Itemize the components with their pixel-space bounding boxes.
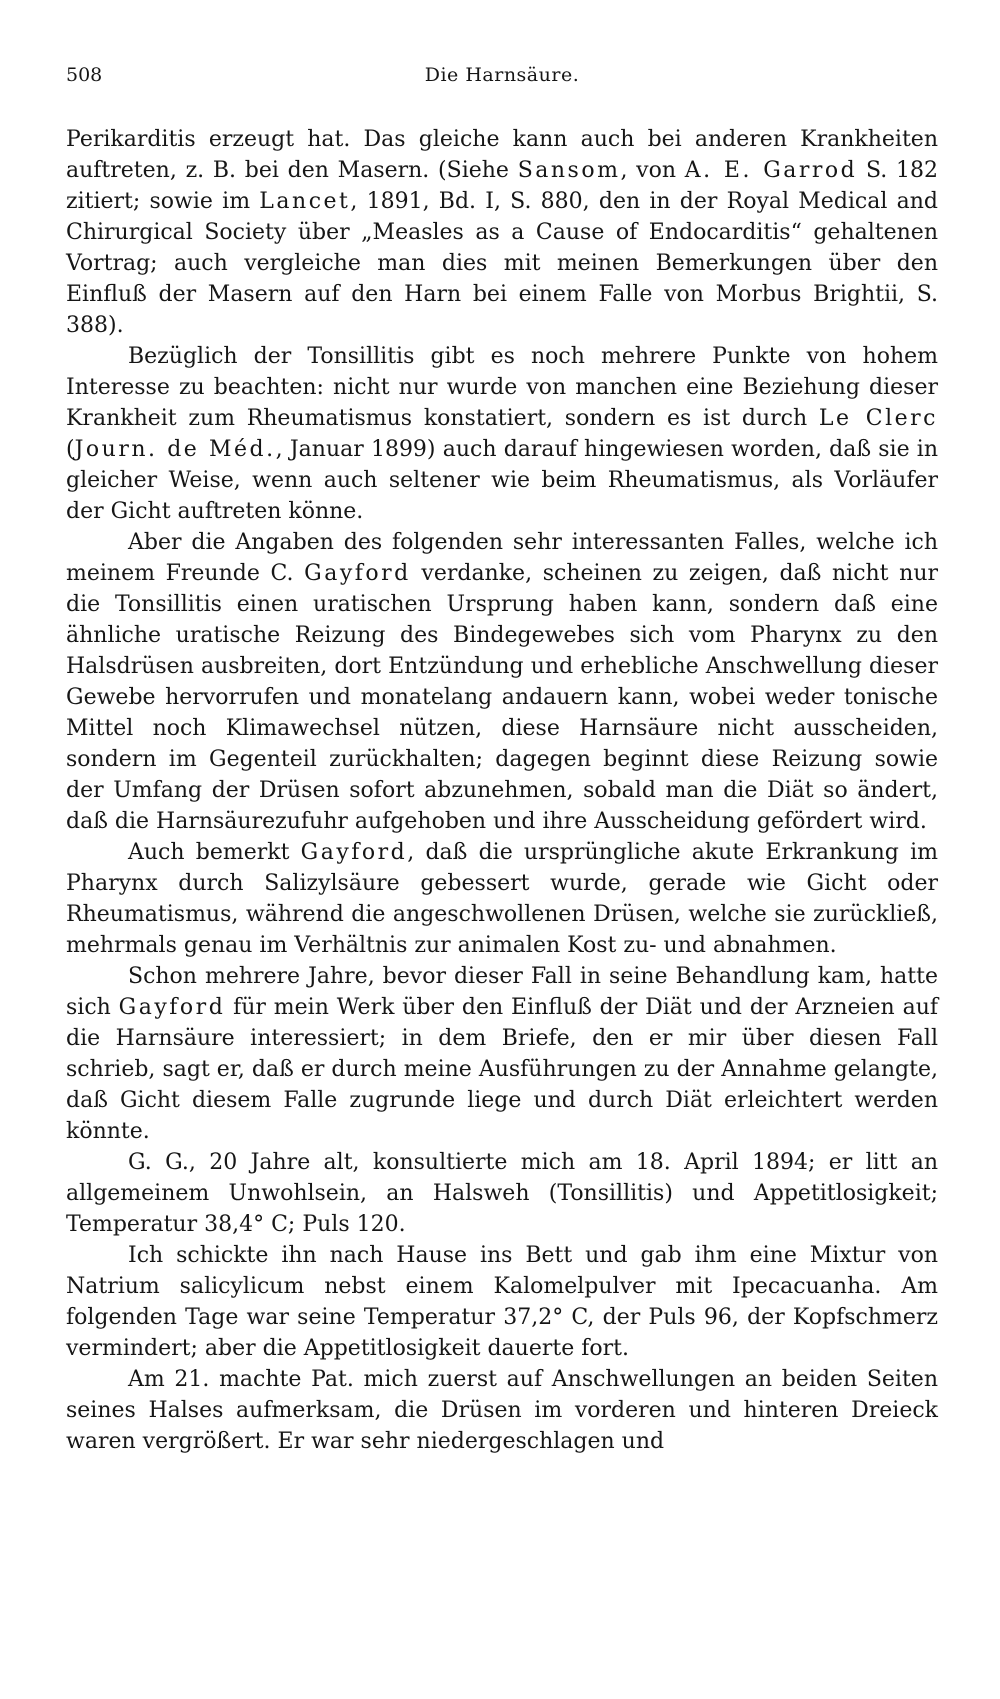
author-name: Le Clerc — [818, 406, 938, 431]
page-header — [66, 64, 938, 94]
paragraph-perikarditis: Perikarditis erzeugt hat. Das gleiche kann auch bei anderen Krankheiten auftreten, z. B. bei den Masern. (Siehe Sansom, von A. E. Garrod S. 182 zitiert; sowie im Lancet, 1891, Bd. I, S. 880, den in der Royal Medical and Chirurgical Society über „Measles as a Cause of Endocarditis“ gehaltenen Vortrag; auch vergleiche man dies mit meinen Bemerkungen über den Einfluß der Masern auf den Harn bei einem Falle von Morbus Brightii, S. 388). — [66, 127, 939, 338]
paragraph-swelling: Am 21. machte Pat. mich zuerst auf Anschwellungen an beiden Seiten seines Halses aufmerksam, die Drüsen im vorderen und hinteren Dreieck waren vergrößert. Er war sehr niedergeschlagen und — [66, 1367, 938, 1454]
paragraph-gayford-case: Aber die Angaben des folgenden sehr interessanten Falles, welche ich meinem Freunde C. Gayford verdanke, scheinen zu zeigen, daß nicht nur die Tonsillitis einen uratischen Ursprung haben kann, sondern daß eine ähnliche uratische Reizung des Bindegewebes sich vom Pharynx zu den Halsdrüsen ausbreiten, dort Entzündung und erhebliche Anschwellung dieser Gewebe hervorrufen und monatelang andauern kann, wobei weder tonische Mittel noch Klimawechsel nützen, diese Harnsäure nicht ausscheiden, sondern im Gegenteil zurückhalten; dagegen beginnt diese Reizung sowie der Umfang der Drüsen sofort abzunehmen, sobald man die Diät so ändert, daß die Harnsäurezufuhr aufgehoben und ihre Ausscheidung gefördert wird. — [66, 530, 939, 834]
author-name: A. E. Garrod — [684, 158, 858, 183]
journal-name: Journ. de Méd. — [74, 437, 276, 462]
paragraph-tonsillitis: Bezüglich der Tonsillitis gibt es noch mehrere Punkte von hohem Interesse zu beachten: nicht nur wurde von manchen eine Beziehung dieser Krankheit zum Rheumatismus konstatiert, sondern es ist durch Le Clerc (Journ. de Méd., Januar 1899) auch darauf hingewiesen worden, daß sie in gleicher Weise, wenn auch seltener wie beim Rheumatismus, als Vorläufer der Gicht auftreten könne. — [66, 344, 938, 524]
paragraph-gayford-remark: Auch bemerkt Gayford, daß die ursprüngliche akute Erkrankung im Pharynx durch Salizylsäure gebessert wurde, gerade wie Gicht oder Rheumatismus, während die angeschwollenen Drüsen, welche sie zurückließ, mehrmals genau im Verhältnis zur animalen Kost zu- und abnahmen. — [66, 840, 938, 958]
author-name: Gayford — [304, 561, 411, 586]
paragraph-treatment: Ich schickte ihn nach Hause ins Bett und gab ihm eine Mixtur von Natrium salicylicum nebst einem Kalomelpulver mit Ipecacuanha. Am folgenden Tage war seine Temperatur 37,2° C, der Puls 96, der Kopfschmerz vermindert; aber die Appetitlosigkeit dauerte fort. — [66, 1243, 938, 1361]
author-name: Gayford — [300, 840, 408, 865]
author-name: Sansom — [517, 158, 621, 183]
journal-name: Lancet — [259, 189, 351, 214]
body-text — [66, 124, 938, 1457]
paragraph-gayford-interest: Schon mehrere Jahre, bevor dieser Fall in seine Behandlung kam, hatte sich Gayford für mein Werk über den Einfluß der Diät und der Arzneien auf die Harnsäure interessiert; in dem Briefe, den er mir über diesen Fall schrieb, sagt er, daß er durch meine Ausführungen zu der Annahme gelangte, daß Gicht diesem Falle zugrunde liege und durch Diät erleichtert werden könnte. — [66, 964, 938, 1144]
author-name: Gayford — [118, 995, 226, 1020]
page-number: 508 — [66, 64, 103, 86]
running-title: Die Harnsäure. — [424, 64, 580, 86]
paragraph-case-history: G. G., 20 Jahre alt, konsultierte mich am 18. April 1894; er litt an allgemeinem Unwohlsein, an Halsweh (Tonsillitis) und Appetitlosigkeit; Temperatur 38,4° C; Puls 120. — [66, 1150, 938, 1237]
